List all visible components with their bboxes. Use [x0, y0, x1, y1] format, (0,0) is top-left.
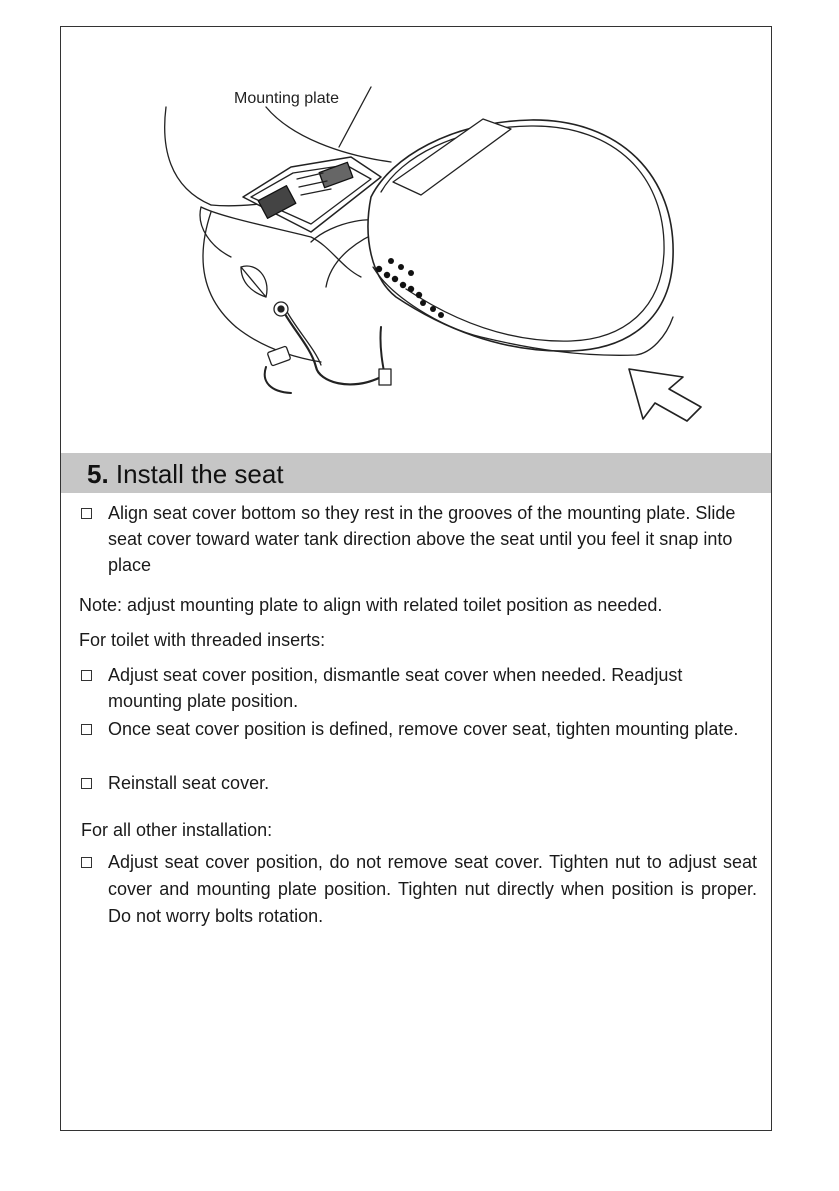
section-title-text: Install the seat: [115, 459, 284, 489]
section-title: [87, 459, 284, 489]
threaded-heading: For toilet with threaded inserts:: [79, 630, 326, 650]
other-item-1: [79, 849, 757, 930]
installation-figure: [61, 27, 773, 453]
other-heading: For all other installation:: [81, 820, 273, 840]
checkbox-icon: [81, 724, 92, 735]
other-item-1-text: Adjust seat cover position, do not remove seat cover. Tighten nut to adjust seat cover and mounting plate position. Tighten nut directly when position is proper. Do not worry bolts rotation.: [108, 852, 757, 926]
threaded-item-2: [79, 716, 757, 742]
checkbox-icon: [81, 670, 92, 681]
threaded-item-1-text: Adjust seat cover position, dismantle seat cover when needed. Readjust mounting plate position.: [108, 665, 683, 711]
toilet-seat-illustration-icon: [61, 27, 773, 453]
threaded-item-2-text: Once seat cover position is defined, remove cover seat, tighten mounting plate.: [108, 719, 739, 739]
section-header: [61, 453, 771, 493]
checkbox-icon: [81, 778, 92, 789]
threaded-item-3: [79, 770, 757, 796]
note-text: Note: adjust mounting plate to align with related toilet position as needed.: [79, 595, 663, 615]
mounting-plate-label: Mounting plate: [234, 90, 339, 107]
checkbox-icon: [81, 508, 92, 519]
threaded-item-3-text: Reinstall seat cover.: [108, 773, 270, 793]
step-align: [79, 500, 757, 578]
step-align-text: Align seat cover bottom so they rest in the grooves of the mounting plate. Slide seat cover toward water tank direction above the seat until you feel it snap into place: [108, 503, 736, 575]
seat-shape: [368, 119, 673, 355]
checkbox-icon: [81, 857, 92, 868]
section-number: 5.: [87, 459, 109, 489]
page-frame: [60, 26, 772, 1131]
threaded-item-1: [79, 662, 757, 714]
